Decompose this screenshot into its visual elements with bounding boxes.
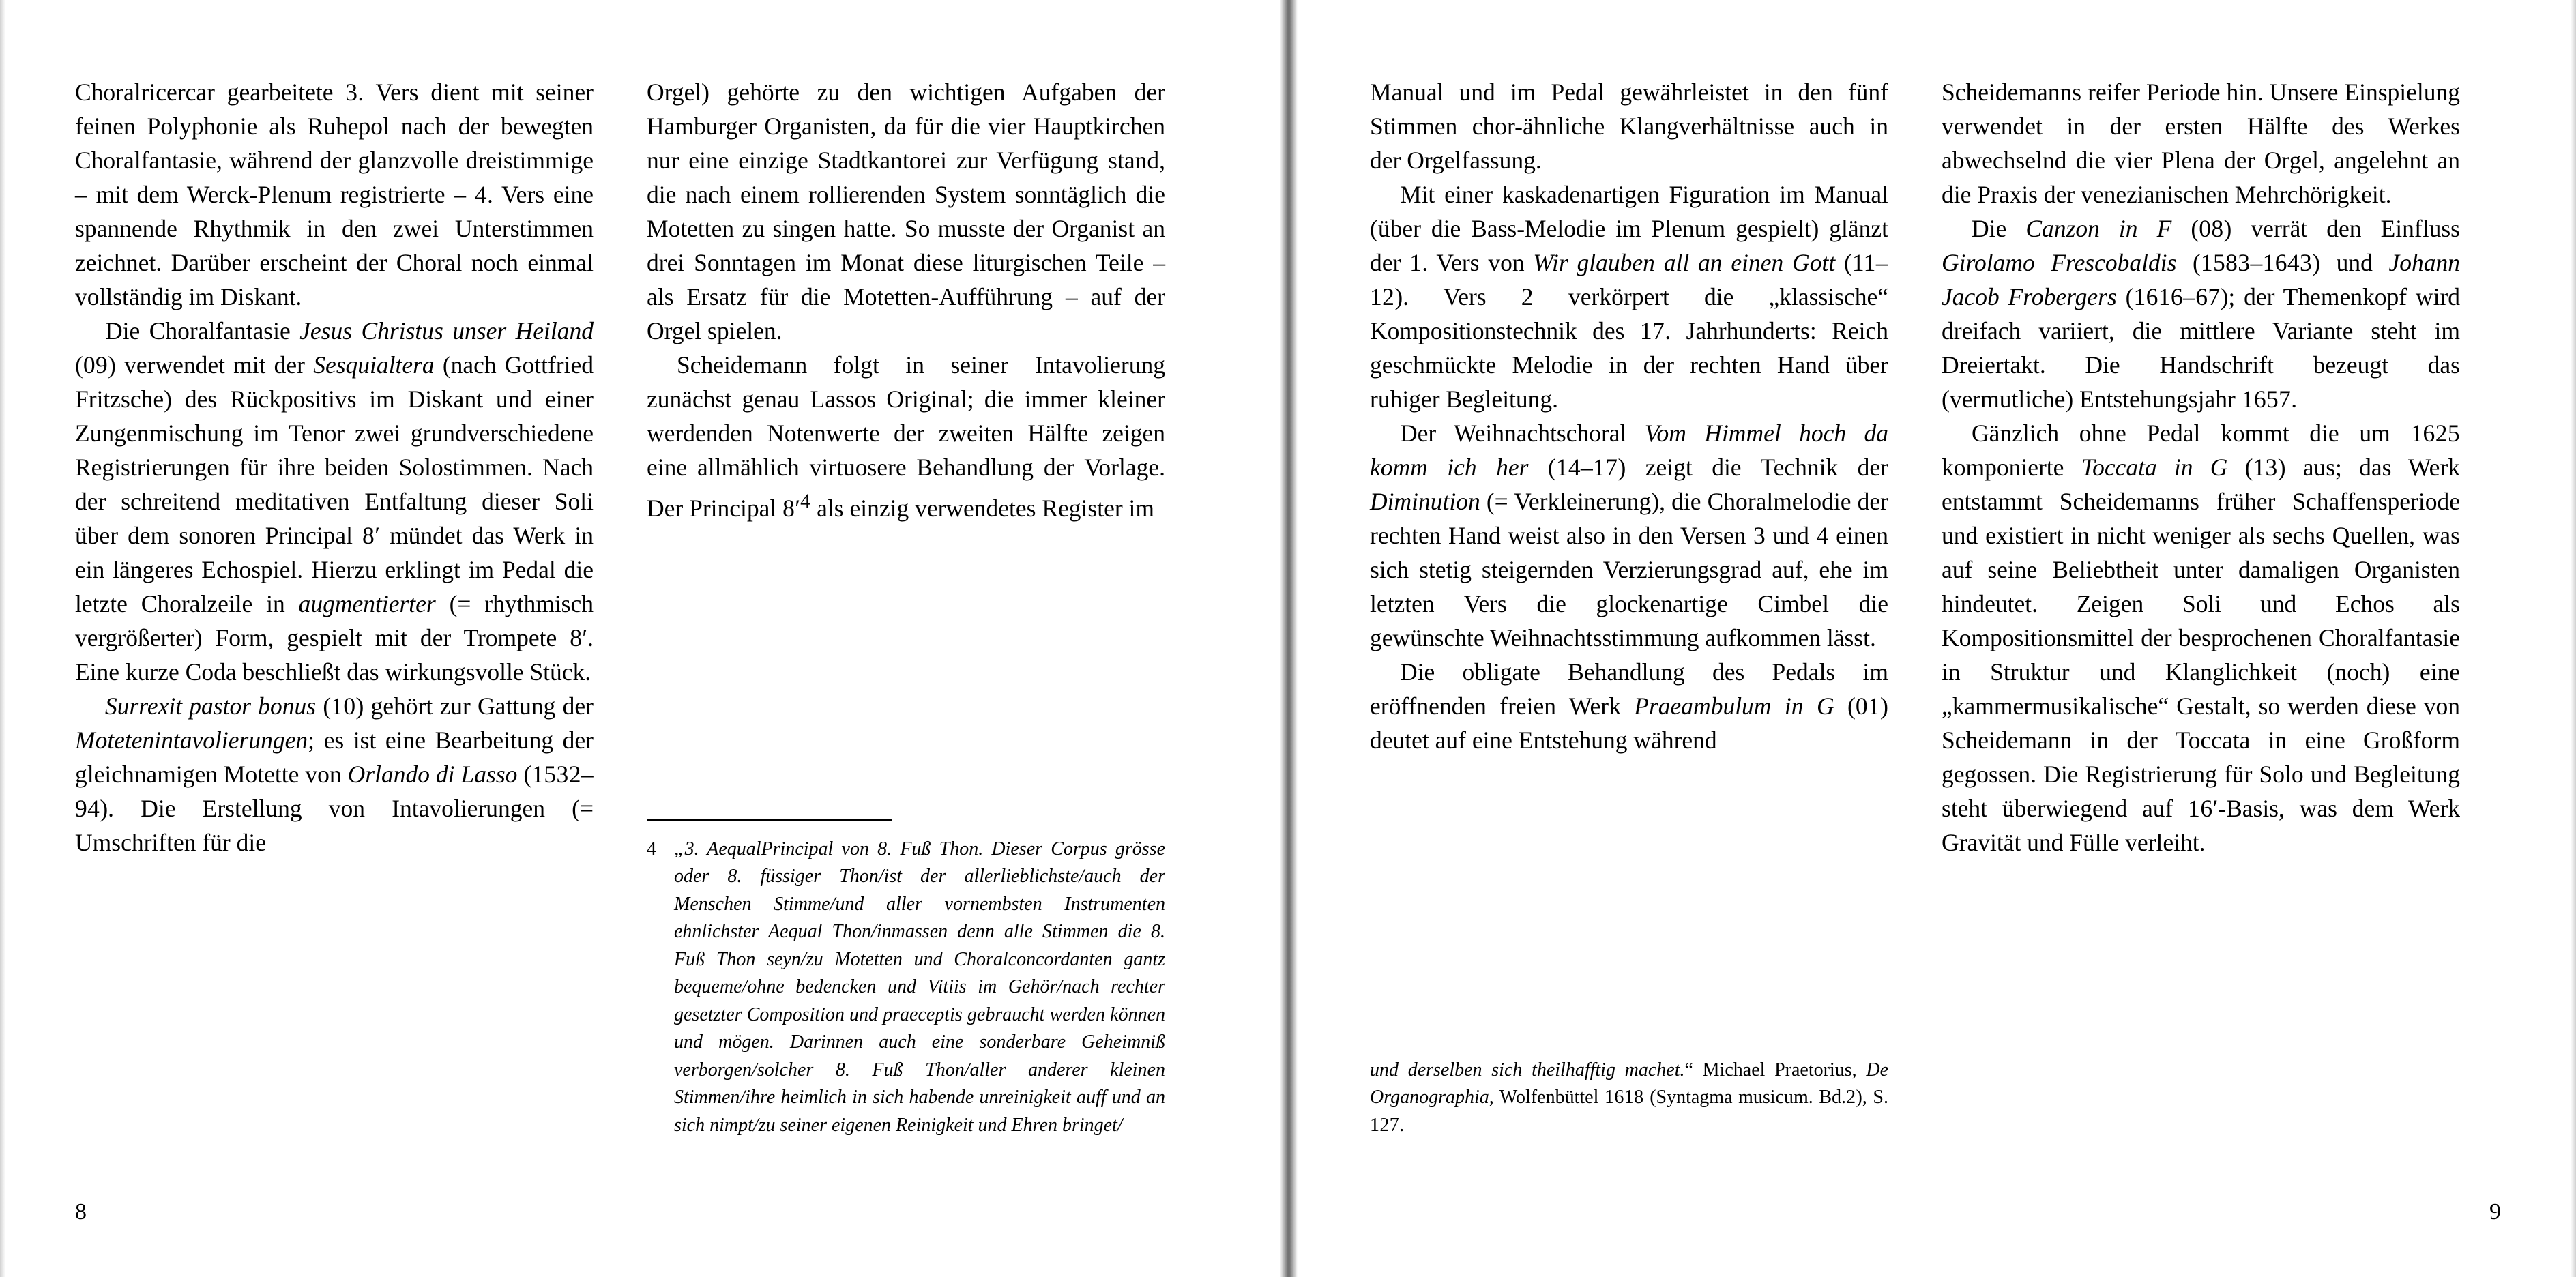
footnote	[647, 836, 1165, 1140]
paragraph: Die Canzon in F (08) verrät den Einfluss Girolamo Frescobaldis (1583–1643) und Johann Jacob Frobergers (1616–67); der Themenkopf wird dreifach variiert, die mittlere Variante steht im Dreiertakt. Die Handschrift bezeugt das (vermutliche) Entstehungsjahr 1657.	[1942, 215, 2461, 413]
right-page-edge-shadow	[2571, 0, 2576, 1277]
right-col2-text	[1942, 75, 2460, 860]
paragraph: Die obligate Behandlung des Pedals im eröffnenden freien Werk Praeambulum in G (01) deutet auf eine Entstehung während	[1370, 658, 1888, 754]
left-page-column-2	[647, 75, 1165, 1139]
left-col1-text	[75, 75, 594, 860]
footnote-text: und derselben sich theilhafftig machet.“ Michael Praetorius, De Organographia, Wolfenbüttel 1618 (Syntagma musicum. Bd.2), S. 127.	[1370, 1059, 1889, 1136]
right-page	[1288, 0, 2576, 1277]
left-page-column-1	[75, 75, 594, 1139]
paragraph: Orgel) gehörte zu den wichtigen Aufgaben der Hamburger Organisten, da für die vier Hauptkirchen nur eine einzige Stadtkantorei zur Verfügung stand, die nach einem rollierenden System sonntäglich die Motetten zu singen hatte. So musste der Organist an drei Sonntagen im Monat diese liturgischen Teile – als Ersatz für die Motetten-Aufführung – auf der Orgel spielen.	[647, 78, 1165, 344]
paragraph: Mit einer kaskadenartigen Figuration im Manual (über die Bass-Melodie im Plenum gespielt) glänzt der 1. Vers von Wir glauben all an einen Gott (11–12). Vers 2 verkörpert die „klassische“ Kompositionstechnik des 17. Jahrhunderts: Reich geschmückte Melodie in der rechten Hand über ruhiger Begleitung.	[1370, 181, 1888, 413]
left-footnote-block	[647, 807, 1165, 1140]
right-page-columns	[1370, 75, 2501, 1139]
paragraph: Choralricercar gearbeitete 3. Vers dient mit seiner feinen Polyphonie als Ruhepol nach der bewegten Choralfantasie, während der glanzvolle dreistimmige – mit dem Werck-Plenum registrierte – 4. Vers eine spannende Rhythmik in den zwei Unterstimmen zeichnet. Darüber erscheint der Choral noch einmal vollständig im Diskant.	[75, 78, 594, 310]
left-page-edge-shadow	[0, 0, 5, 1277]
right-col1-text	[1370, 75, 1888, 757]
footnote-text: „3. AequalPrincipal von 8. Fuß Thon. Dieser Corpus grösse oder 8. füssiger Thon/ist der allerlieblichste/auch der Menschen Stimme/und aller vornembsten Instrumenten ehnlichster Aequal Thon/inmassen denn alle Stimmen die 8. Fuß Thon seyn/zu Motetten und Choralconcordanten gantz bequeme/ohne bedencken und Vitiis im Gehör/nach rechter gesetzter Composition und praeceptis gebraucht werden können und mögen. Darinnen auch eine sonderbare Geheimniß verborgen/solcher 8. Fuß Thon/aller anderer kleinen Stimmen/ihre heimlich in sich habende unreinigkeit auff und an sich nimpt/zu seiner eigenen Reinigkeit und Ehren bringet/	[674, 838, 1165, 1136]
paragraph: Gänzlich ohne Pedal kommt die um 1625 komponierte Toccata in G (13) aus; das Werk entstammt Scheidemanns früher Schaffensperiode und existiert in nicht weniger als sechs Quellen, was auf seine Beliebtheit unter damaligen Organisten hindeutet. Zeigen Soli und Echos als Kompositionsmittel der besprochenen Choralfantasie in Struktur und Klanglichkeit (noch) eine „kammermusikalische“ Gestalt, so werden diese von Scheidemann in der Toccata in eine Großform gegossen. Die Registrierung für Solo und Begleitung steht überwiegend auf 16′-Basis, was dem Werk Gravität und Fülle verleiht.	[1942, 420, 2460, 856]
right-page-column-2	[1942, 75, 2460, 1139]
right-page-column-1	[1370, 75, 1888, 1139]
left-page-columns	[75, 75, 1206, 1139]
paragraph: Die Choralfantasie Jesus Christus unser Heiland (09) verwendet mit der Sesquialtera (nach Gottfried Fritzsche) des Rückpositivs im Diskant und einer Zungenmischung im Tenor zwei grundverschiedene Registrierungen für ihre beiden Solostimmen. Nach der schreitend meditativen Entfaltung dieser Soli über dem sonoren Principal 8′ mündet das Werk in ein längeres Echospiel. Hierzu erklingt im Pedal die letzte Choralzeile in augmentierter (= rhythmisch vergrößerter) Form, gespielt mit der Trompete 8′. Eine kurze Coda beschließt das wirkungsvolle Stück.	[75, 317, 594, 686]
right-footnote-block	[1370, 1044, 1888, 1140]
footnote-rule	[647, 819, 892, 821]
paragraph: Scheidemanns reifer Periode hin. Unsere Einspielung verwendet in der ersten Hälfte des Werkes abwechselnd die vier Plena der Orgel, angelehnt an die Praxis der venezianischen Mehrchörigkeit.	[1942, 78, 2460, 208]
footnote-marker: 4	[647, 838, 656, 860]
page-number-left: 8	[75, 1199, 87, 1224]
left-col2-text	[647, 75, 1165, 525]
page-number-right: 9	[2489, 1199, 2501, 1224]
paragraph: Der Weihnachtschoral Vom Himmel hoch da komm ich her (14–17) zeigt die Technik der Diminution (= Verkleinerung), die Choralmelodie der rechten Hand weist also in den Versen 3 und 4 einen sich stetig steigernden Verzierungsgrad auf, ehe im letzten Vers die glockenartige Cimbel die gewünschte Weihnachtsstimmung aufkommen lässt.	[1370, 420, 1889, 651]
paragraph: Scheidemann folgt in seiner Intavolierung zunächst genau Lassos Original; die immer kleiner werdenden Notenwerte der zweiten Hälfte zeigen eine allmählich virtuosere Behandlung der Vorlage. Der Principal $8'^4$ als einzig verwendetes Register im	[647, 351, 1165, 522]
paragraph: Manual und im Pedal gewährleistet in den fünf Stimmen chor-ähnliche Klangverhältnisse auch in der Orgelfassung.	[1370, 78, 1888, 174]
paragraph: Surrexit pastor bonus (10) gehört zur Gattung der Motetenintavolierungen; es ist eine Bearbeitung der gleichnamigen Motette von Orlando di Lasso (1532–94). Die Erstellung von Intavolierungen (= Umschriften für die	[75, 692, 594, 856]
footnote	[1370, 1057, 1888, 1140]
